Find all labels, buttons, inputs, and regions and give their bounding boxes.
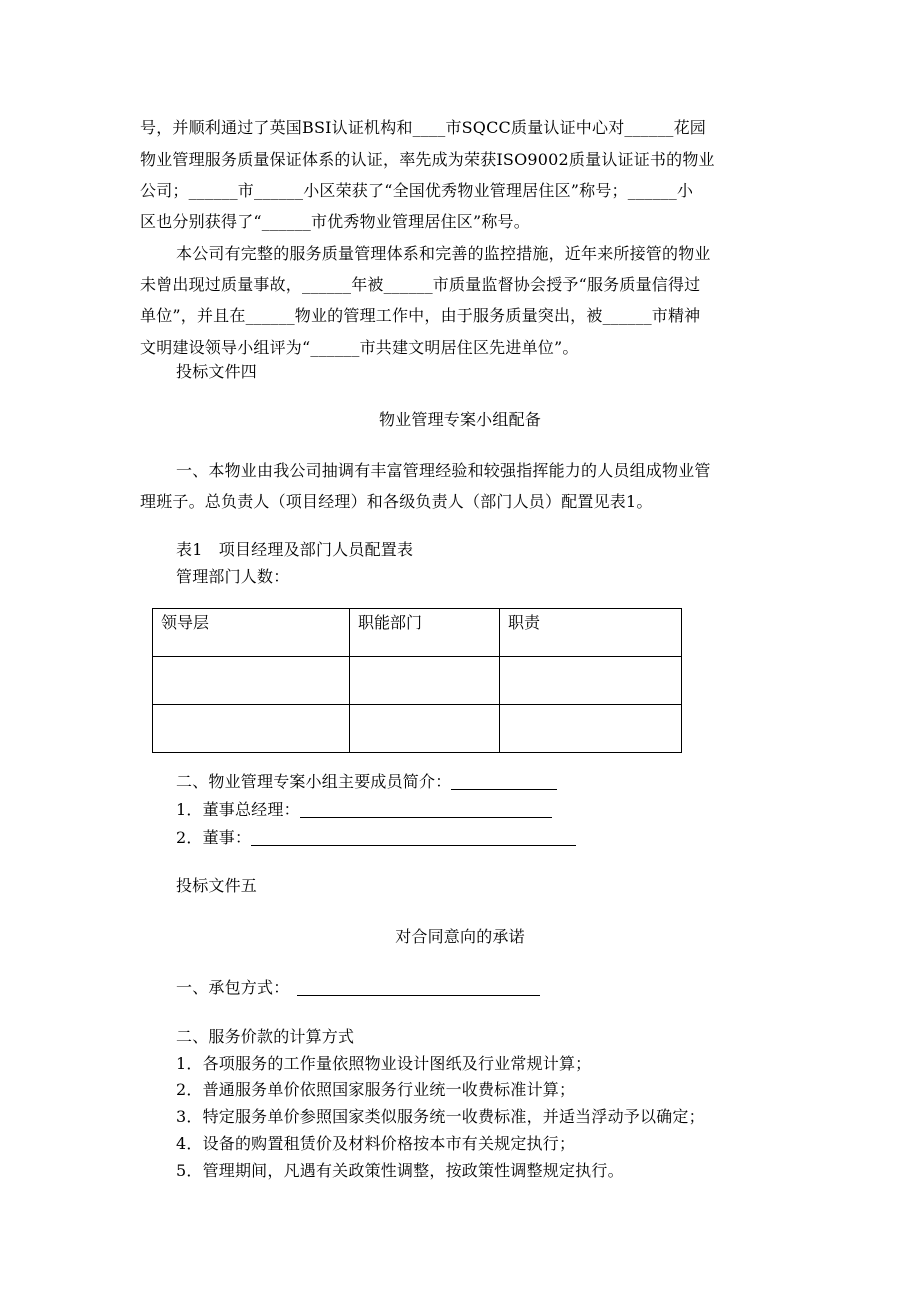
member-2-line — [176, 828, 576, 848]
contract-mode-label: 一、承包方式： — [176, 978, 290, 997]
pricing-item-3: 3．特定服务单价参照国家类似服务统一收费标准，并适当浮动予以确定； — [176, 1107, 705, 1126]
item-2-label: 二、物业管理专案小组主要成员简介： — [176, 772, 452, 791]
pricing-item-1: 1．各项服务的工作量依照物业设计图纸及行业常规计算； — [176, 1054, 592, 1073]
table-row — [153, 657, 682, 705]
paragraph-2-line-3: 单位”，并且在______物业的管理工作中，由于服务质量突出，被______市精神 — [140, 306, 701, 325]
pricing-heading: 二、服务价款的计算方式 — [176, 1027, 355, 1046]
section-5-title: 对合同意向的承诺 — [395, 927, 525, 946]
contract-mode-blank — [297, 979, 540, 996]
paragraph-1-line-1: 号，并顺利通过了英国BSI认证机构和____市SQCC质量认证中心对______花园 — [140, 118, 707, 137]
header-duties: 职责 — [500, 609, 682, 657]
pricing-item-5: 5．管理期间，凡遇有关政策性调整，按政策性调整规定执行。 — [176, 1161, 624, 1180]
section-4-item-1-line-2: 理班子。总负责人（项目经理）和各级负责人（部门人员）配置见表1。 — [140, 492, 653, 511]
section-5-heading: 投标文件五 — [176, 876, 258, 895]
table-caption: 表1 项目经理及部门人员配置表 — [176, 540, 414, 559]
paragraph-2-line-1: 本公司有完整的服务质量管理体系和完善的监控措施，近年来所接管的物业 — [176, 244, 711, 263]
section-4-item-1-line-1: 一、本物业由我公司抽调有丰富管理经验和较强指挥能力的人员组成物业管 — [176, 461, 711, 480]
table-cell — [153, 657, 350, 705]
paragraph-2-line-2: 未曾出现过质量事故，______年被______市质量监督协会授予“服务质量信得过 — [140, 275, 701, 294]
table-cell — [350, 705, 500, 753]
member-2-blank — [251, 829, 576, 846]
table-header-row — [153, 609, 682, 657]
contract-mode-line — [176, 978, 540, 998]
section-4-item-2 — [176, 772, 557, 792]
pricing-item-2: 2．普通服务单价依照国家服务行业统一收费标准计算； — [176, 1080, 576, 1099]
member-1-blank — [300, 801, 552, 818]
paragraph-1-line-2: 物业管理服务质量保证体系的认证，率先成为荣获ISO9002质量认证证书的物业 — [140, 150, 715, 169]
paragraph-1-line-4: 区也分别获得了“______市优秀物业管理居住区”称号。 — [140, 212, 530, 231]
staff-config-table — [152, 608, 682, 753]
table-cell — [500, 657, 682, 705]
paragraph-1-line-3: 公司；______市______小区荣获了“全国优秀物业管理居住区”称号；______小 — [140, 181, 694, 200]
member-1-label: 1．董事总经理： — [176, 800, 300, 819]
member-1-line — [176, 800, 552, 820]
table-cell — [153, 705, 350, 753]
header-leadership: 领导层 — [153, 609, 350, 657]
header-functional-dept: 职能部门 — [350, 609, 500, 657]
section-4-heading: 投标文件四 — [176, 362, 258, 381]
dept-count-label: 管理部门人数： — [176, 567, 290, 586]
paragraph-2-line-4: 文明建设领导小组评为“______市共建文明居住区先进单位”。 — [140, 338, 579, 357]
item-2-blank — [451, 773, 557, 790]
pricing-item-4: 4．设备的购置租赁价及材料价格按本市有关规定执行； — [176, 1134, 576, 1153]
table-row — [153, 705, 682, 753]
table-cell — [500, 705, 682, 753]
member-2-label: 2．董事： — [176, 828, 252, 847]
section-4-title: 物业管理专案小组配备 — [378, 410, 541, 429]
table-cell — [350, 657, 500, 705]
